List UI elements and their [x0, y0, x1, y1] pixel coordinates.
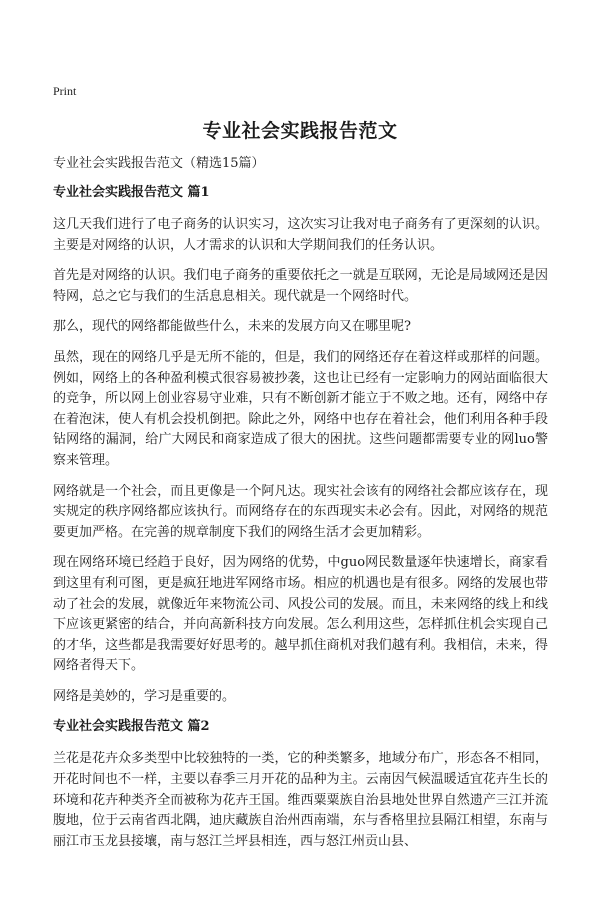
paragraph: 首先是对网络的认识。我们电子商务的重要依托之一就是互联网，无论是局域网还是因特网，总之它与我们的生活息息相关。现代就是一个网络时代。 — [53, 268, 548, 304]
paragraph: 这几天我们进行了电子商务的认识实习，这次实习让我对电子商务有了更深刻的认识。主要是对网络的认识，人才需求的认识和大学期间我们的任务认识。 — [53, 217, 548, 253]
document-body — [53, 183, 548, 862]
paragraph: 那么，现代的网络都能做些什么，未来的发展方向又在哪里呢? — [53, 319, 411, 335]
section-1 — [53, 183, 548, 707]
paragraph: 网络是美妙的，学习是重要的。 — [53, 688, 236, 704]
paragraph: 网络就是一个社会，而且更像是一个阿凡达。现实社会该有的网络社会都应该存在，现实规定的秩序网络都应该执行。而网络存在的东西现实未必会有。因此，对网络的规范要更加严格。在完善的规章制度下我们的网络生活才会更加精彩。 — [53, 483, 548, 540]
section-2 — [53, 717, 548, 852]
section-heading: 专业社会实践报告范文 篇1 — [53, 185, 210, 200]
page-subtitle: 专业社会实践报告范文（精选15篇） — [53, 156, 265, 171]
print-label: Print — [53, 84, 77, 98]
section-heading: 专业社会实践报告范文 篇2 — [53, 719, 210, 735]
paragraph: 虽然，现在的网络几乎是无所不能的，但是，我们的网络还存在着这样或那样的问题。例如，网络上的各种盈利模式很容易被抄袭，这也让已经有一定影响力的网站面临很大的竞争，所以网上创业容易守业难，只有不断创新才能立于不败之地。还有，网络中存在着泡沫，使人有机会投机倒把。除此之外，网络中也存在着社会，他们利用各种手段钻网络的漏洞，给广大网民和商家造成了很大的困扰。这些问题都需要专业的网luo警察来管理。 — [53, 349, 548, 468]
page-title: 专业社会实践报告范文 — [202, 120, 398, 142]
paragraph: 现在网络环境已经趋于良好，因为网络的优势，中guo网民数量逐年快速增长，商家看到这里有利可图，更是疯狂地进军网络市场。相应的机遇也是有很多。网络的发展也带动了社会的发展，就像近年来物流公司、风投公司的发展。而且，未来网络的线上和线下应该更紧密的结合，并向高新科技方向发展。怎么利用这些，怎样抓住机会实现自己的才华，这些都是我需要好好思考的。越早抓住商机对我们越有利。我相信，未来，得网络者得天下。 — [53, 555, 548, 674]
paragraph: 兰花是花卉众多类型中比较独特的一类，它的种类繁多，地域分布广，形态各不相同，开花时间也不一样，主要以春季三月开花的品种为主。云南因气候温暖适宜花卉生长的环境和花卉种类齐全而被称为花卉王国。维西粟粟族自治县地处世界自然遗产三江并流腹地，位于云南省西北隅，迪庆藏族自治州西南端，东与香格里拉县隔江相望，东南与丽江市玉龙县接壤，南与怒江兰坪县相连，西与怒江州贡山县、 — [53, 751, 548, 849]
